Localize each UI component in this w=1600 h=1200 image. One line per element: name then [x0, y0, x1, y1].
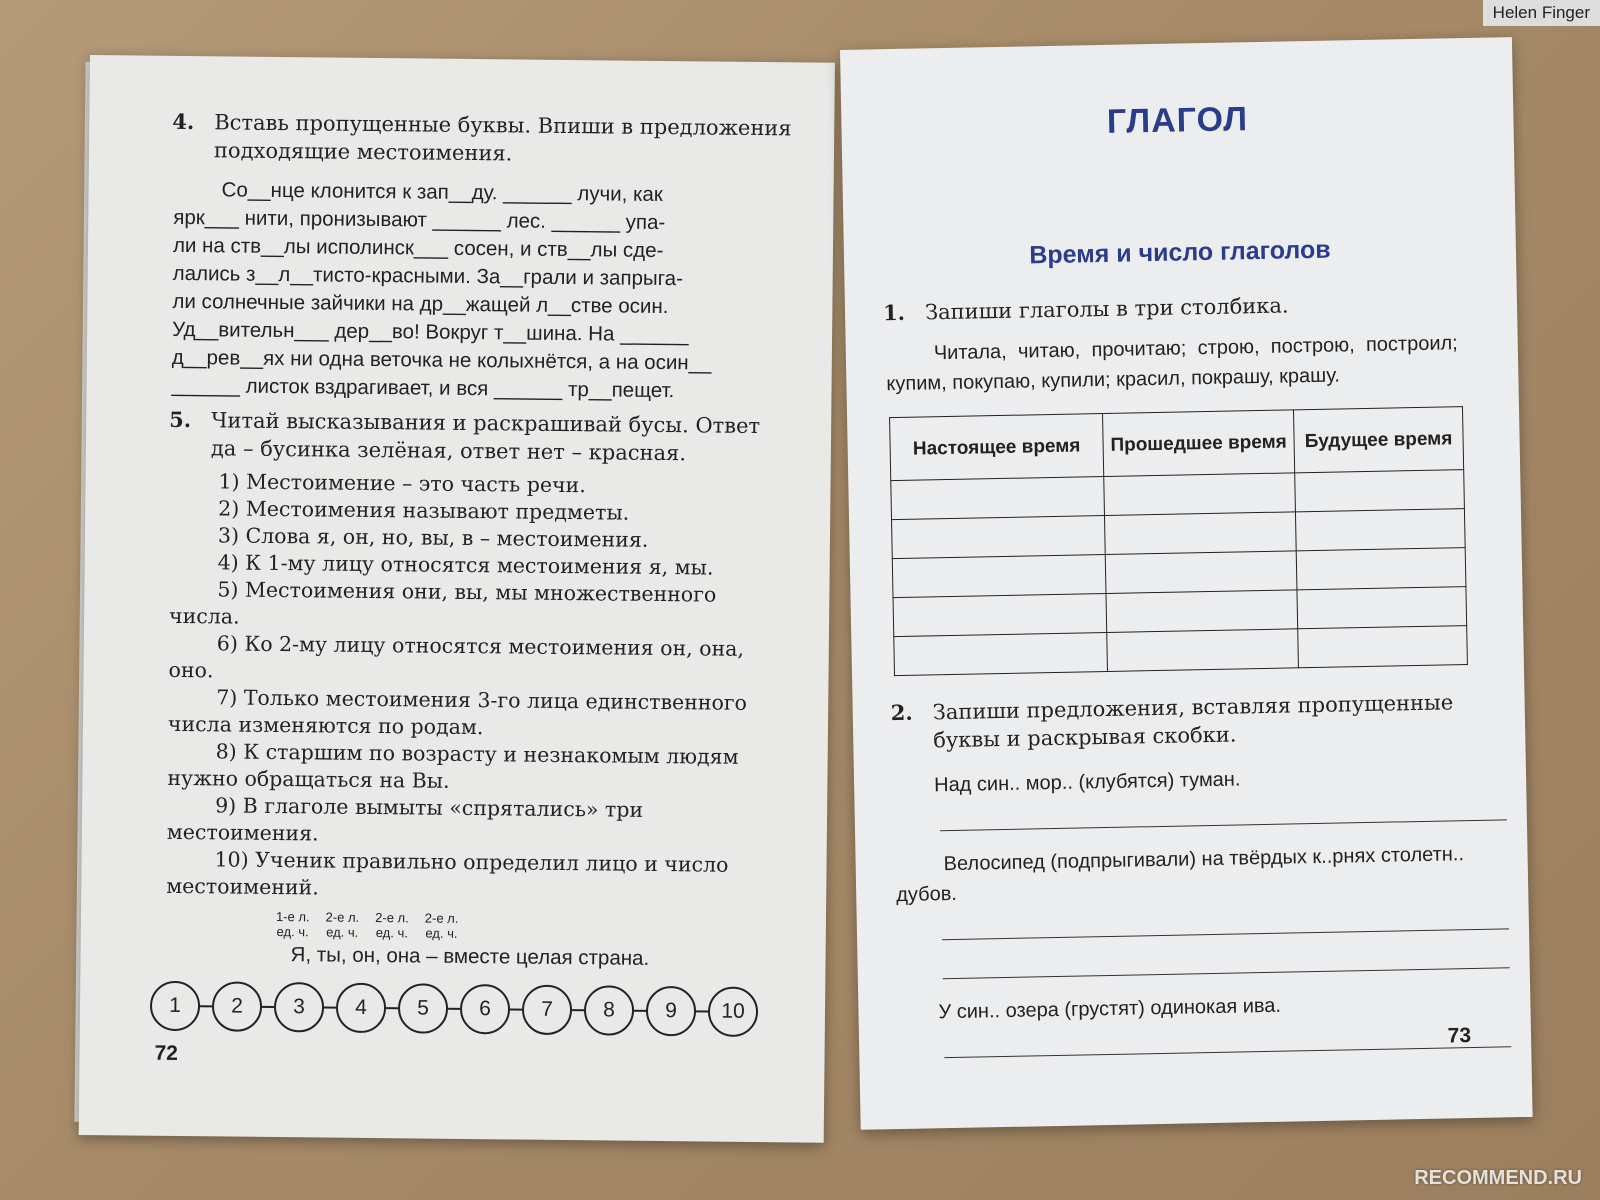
- left-page: [79, 55, 835, 1143]
- page-number-right: 73: [1447, 1024, 1472, 1048]
- bead-3[interactable]: 3: [274, 982, 325, 1033]
- bead-8[interactable]: 8: [584, 985, 635, 1036]
- task-5-number: 5.: [169, 406, 192, 433]
- task-4-text: [171, 176, 793, 406]
- table-cell[interactable]: [1298, 626, 1468, 668]
- table-cell[interactable]: [1296, 548, 1466, 590]
- table-cell[interactable]: [1104, 512, 1296, 555]
- statement-item: 4) К 1-му лицу относятся местоимения я, мы.: [217, 550, 714, 580]
- statement-item: 9) В глаголе вымыты «спрятались» три местоимения.: [166, 793, 644, 846]
- table-cell[interactable]: [893, 593, 1107, 636]
- bead-9[interactable]: 9: [646, 986, 697, 1037]
- photo-credit: Helen Finger: [1483, 0, 1600, 26]
- right-page: [840, 37, 1533, 1130]
- verb-table: [889, 406, 1468, 676]
- bead-string: [150, 981, 758, 1037]
- sentence-2: Велосипед (подпрыгивали) на твёрдых к..рнях столетн.. дубов.: [896, 843, 1465, 907]
- task-4-heading: Вставь пропущенные буквы. Впиши в предложения подходящие местоимения.: [213, 110, 792, 166]
- statement-item: 6) Ко 2-му лицу относятся местоимения он, она, оно.: [168, 631, 745, 683]
- table-header-future: Будущее время: [1293, 407, 1463, 473]
- task-5: [165, 406, 791, 974]
- statement-item: 7) Только местоимения 3-го лица единственного числа изменяются по родам.: [167, 685, 748, 740]
- task-4-line: д__рев__ях ни одна веточка не колыхнётся, а на осин__: [171, 345, 712, 375]
- task-2-number: 2.: [890, 699, 913, 726]
- table-cell[interactable]: [892, 555, 1106, 598]
- task-1: [882, 288, 1457, 327]
- table-cell[interactable]: [1104, 473, 1296, 516]
- pronoun-labels: [276, 909, 786, 944]
- bead-1[interactable]: 1: [150, 981, 201, 1032]
- task-4-line: ли на ств__лы исполинск___ сосен, и ств__лы сде-: [172, 233, 664, 263]
- bead-6[interactable]: 6: [460, 984, 511, 1035]
- task-2: [892, 688, 1465, 755]
- verb-table-wrap: [889, 406, 1468, 676]
- answer-line[interactable]: [944, 1046, 1511, 1058]
- sentence-1: Над син.. мор.. (клубятся) туман.: [933, 768, 1241, 797]
- table-cell[interactable]: [892, 516, 1106, 559]
- task-4-line: ______ листок вздрагивает, и вся ______ тр__пещет.: [171, 373, 675, 403]
- table-cell[interactable]: [894, 632, 1108, 675]
- statement-item: 2) Местоимения называют предметы.: [218, 496, 630, 525]
- bead-10[interactable]: 10: [708, 987, 759, 1038]
- task-1-heading: Запиши глаголы в три столбика.: [924, 293, 1289, 325]
- task-1-number: 1.: [882, 299, 906, 326]
- section-subtitle: Время и число глаголов: [1029, 235, 1331, 270]
- task-2-body: [894, 760, 1471, 1059]
- bead-4[interactable]: 4: [336, 983, 387, 1034]
- statement-item: 3) Слова я, он, но, вы, в – местоимения.: [217, 523, 649, 552]
- statement-item: 1) Местоимение – это часть речи.: [218, 469, 586, 498]
- statement-item: 8) К старшим по возрасту и незнакомым людям нужно обращаться на Вы.: [167, 739, 739, 793]
- page-title: ГЛАГОЛ: [1106, 100, 1249, 141]
- task-5-heading: Читай высказывания и раскрашивай бусы. Ответ да – бусинка зелёная, ответ нет – красная.: [210, 408, 761, 466]
- task-4-line: ярк___ нити, пронизывают ______ лес. ______ упа-: [173, 205, 666, 235]
- page-number-left: 72: [154, 1041, 179, 1065]
- answer-line[interactable]: [943, 967, 1510, 979]
- pronoun-label: 2-е л. ед. ч.: [325, 909, 360, 940]
- pronoun-label: 1-е л. ед. ч.: [275, 908, 310, 940]
- pronoun-sentence: Я, ты, он, она – вместе целая страна.: [290, 943, 650, 970]
- table-cell[interactable]: [1105, 551, 1297, 594]
- task-1-words: Читала, читаю, прочитаю; строю, построю, построил; купим, покупаю, купили; красил, покрашу, крашу.: [886, 332, 1458, 396]
- statement-item: 5) Местоимения они, вы, мы множественного числа.: [169, 577, 717, 629]
- task-4: [174, 108, 795, 170]
- table-header-past: Прошедшее время: [1103, 410, 1295, 477]
- pronoun-label: 2-е л. ед. ч.: [424, 910, 459, 941]
- pronoun-label: 2-е л. ед. ч.: [375, 910, 409, 941]
- task-4-line: Со__нце клонится к зап__ду. ______ лучи, как: [221, 178, 663, 207]
- statement-list: [166, 468, 790, 906]
- bead-7[interactable]: 7: [522, 985, 573, 1036]
- task-4-line: ли солнечные зайчики на др__жащей л__стве осин.: [172, 289, 669, 319]
- watermark-logo: RECOMMEND.RU: [1414, 1167, 1582, 1189]
- table-cell[interactable]: [891, 477, 1105, 520]
- table-cell[interactable]: [1107, 629, 1299, 672]
- bead-2[interactable]: 2: [212, 981, 263, 1032]
- table-cell[interactable]: [1295, 509, 1465, 551]
- bead-5[interactable]: 5: [398, 983, 449, 1034]
- sentence-3: У син.. озера (грустят) одинокая ива.: [938, 994, 1282, 1024]
- task-4-number: 4.: [172, 108, 195, 135]
- task-4-line: Уд__вительн___ дер__во! Вокруг т__шина. На ______: [172, 317, 689, 347]
- table-cell[interactable]: [1106, 590, 1298, 633]
- statement-item: 10) Ученик правильно определил лицо и число местоимений.: [166, 847, 729, 900]
- table-header-present: Настоящее время: [890, 414, 1104, 481]
- task-4-line: лались з__л__тисто-красными. За__грали и запрыга-: [172, 261, 684, 291]
- answer-line[interactable]: [942, 928, 1509, 940]
- table-cell[interactable]: [1297, 587, 1467, 629]
- table-cell[interactable]: [1295, 470, 1465, 512]
- task-2-heading: Запиши предложения, вставляя пропущенные буквы и раскрывая скобки.: [932, 690, 1454, 753]
- answer-line[interactable]: [940, 819, 1507, 831]
